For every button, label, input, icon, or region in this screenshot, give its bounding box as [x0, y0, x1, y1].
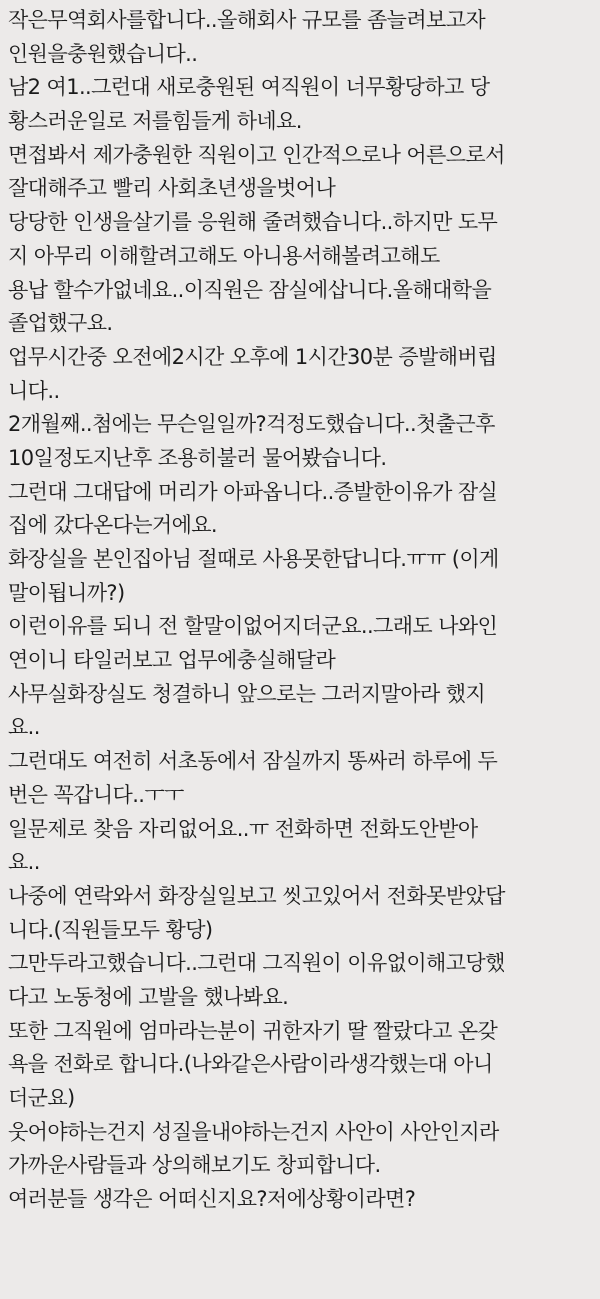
post-line: 그만두라고했습니다..그런대 그직원이 이유없이해고당했	[8, 951, 505, 976]
post-line: 여러분들 생각은 어떠신지요?저에상황이라면?	[8, 1187, 416, 1212]
post-line: 사무실화장실도 청결하니 앞으로는 그러지말아라 했지	[8, 681, 486, 706]
post-line: 잘대해주고 빨리 사회초년생을벗어나	[8, 176, 336, 201]
post-line: 니다.(직원들모두 황당)	[8, 917, 213, 942]
post-line: 남2 여1..그런대 새로충원된 여직원이 너무황당하고 당	[8, 75, 490, 100]
post-line: 연이니 타일러보고 업무에충실해달라	[8, 648, 336, 673]
post-line: 인원을충원했습니다..	[8, 41, 198, 66]
post-line: 나중에 연락와서 화장실일보고 씻고있어서 전화못받았답	[8, 883, 505, 908]
post-line: 2개월째..첨에는 무슨일일까?걱정도했습니다..첫출근후	[8, 412, 495, 437]
post-line: 요..	[8, 850, 40, 875]
post-line: 용납 할수가없네요..이직원은 잠실에삽니다.올해대학을	[8, 277, 492, 302]
post-line: 작은무역회사를합니다..올해회사 규모를 좀늘려보고자	[8, 8, 486, 32]
post-line: 번은 꼭갑니다..ㅜㅜ	[8, 782, 184, 807]
post-line: 10일정도지난후 조용히불러 물어봤습니다.	[8, 445, 387, 470]
post-line: 황스러운일로 저를힘들게 하네요.	[8, 109, 302, 134]
post-line: 당당한 인생을살기를 응원해 줄려했습니다..하지만 도무	[8, 210, 498, 235]
post-line: 이런이유를 되니 전 할말이없어지더군요..그래도 나와인	[8, 614, 498, 639]
post-line: 지 아무리 이해할려고해도 아니용서해볼려고해도	[8, 243, 440, 268]
post-line: 그런대도 여전히 서초동에서 잠실까지 똥싸러 하루에 두	[8, 749, 498, 774]
post-line: 화장실을 본인집아님 절때로 사용못한답니다.ㅠㅠ (이게	[8, 547, 499, 571]
post-line: 니다..	[8, 378, 60, 403]
post-line: 다고 노동청에 고발을 했나봐요.	[8, 984, 289, 1009]
post-line: 집에 갔다온다는거에요.	[8, 513, 218, 538]
post-line: 가까운사람들과 상의해보기도 창피합니다.	[8, 1153, 381, 1178]
post-line: 면접봐서 제가충원한 직원이고 인간적으로나 어른으로서	[8, 142, 505, 167]
post-line: 더군요)	[8, 1086, 75, 1110]
post-line: 요..	[8, 715, 40, 740]
post-line: 졸업했구요.	[8, 311, 113, 336]
post-line: 그런대 그대답에 머리가 아파옵니다..증발한이유가 잠실	[8, 479, 498, 504]
post-line: 일문제로 찾음 자리없어요..ㅠ 전화하면 전화도안받아	[8, 816, 478, 841]
post-line: 욕을 전화로 합니다.(나와같은사람이라생각했는대 아니	[8, 1052, 493, 1077]
post-line: 웃어야하는건지 성질을내야하는건지 사안이 사안인지라	[8, 1119, 499, 1144]
post-line: 말이됩니까?)	[8, 580, 125, 605]
post-line: 업무시간중 오전에2시간 오후에 1시간30분 증발해버립	[8, 344, 497, 369]
post-line: 또한 그직원에 엄마라는분이 귀한자기 딸 짤랐다고 온갖	[8, 1018, 498, 1043]
